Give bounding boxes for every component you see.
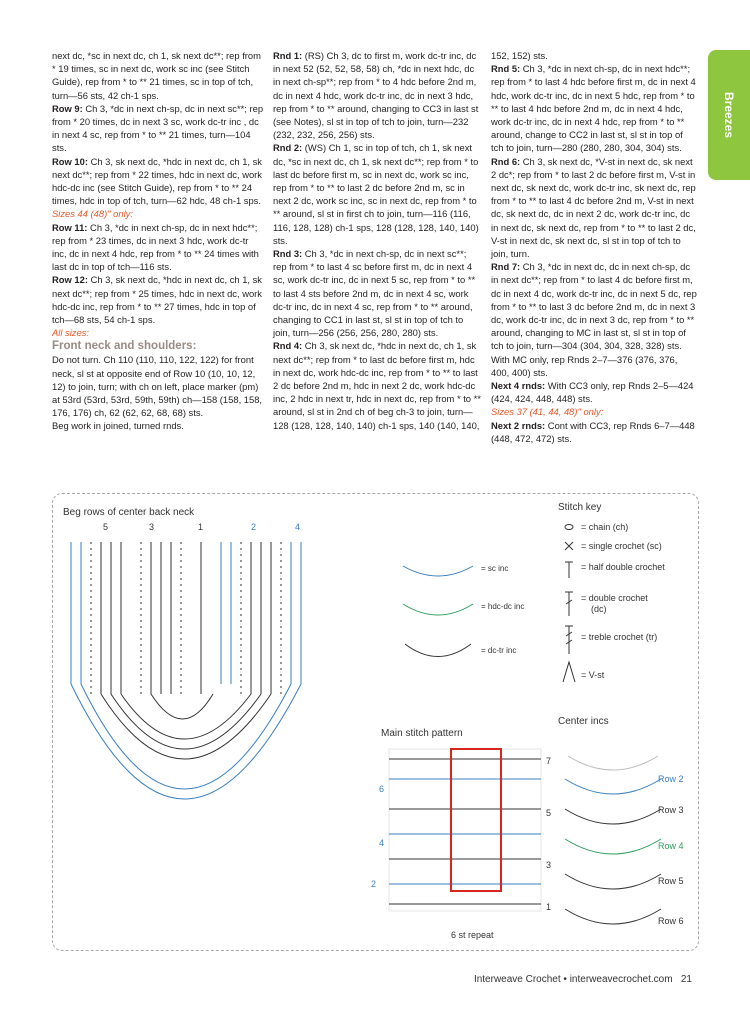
column-2 bbox=[273, 49, 481, 432]
center-incs-chart bbox=[565, 756, 661, 924]
key-v-st: = V-st bbox=[581, 670, 605, 680]
row-number: 5 bbox=[546, 808, 552, 818]
paragraph: Next 2 rnds: Cont with CC3, rep Rnds 6–7—448 (448, 472, 472) sts. bbox=[491, 419, 695, 444]
row-number: 7 bbox=[546, 756, 552, 766]
page-number: 21 bbox=[680, 974, 692, 985]
hdc-dc-inc-label: = hdc-dc inc bbox=[481, 602, 525, 611]
column-1 bbox=[52, 49, 264, 433]
paragraph: Next 4 rnds: With CC3 only, rep Rnds 2–5—424 (424, 424, 448, 448) sts. bbox=[491, 380, 694, 405]
paragraph: Rnd 3: Ch 3, *dc in next ch-sp, dc in next sc**; rep from * to last 4 sc before first m, dc in next 4 sc, work dc-tr inc, dc in next 5 sc, rep from * to ** to last 4 sts before 2nd m, dc in next 4 sc, work dc-tr inc, dc in next 4 sc, rep from * to ** around, changing to CC1 in last st, sl st in top of tch to join, turn—256 (256, 256, 280, 280) sts. bbox=[273, 248, 476, 339]
paragraph: Rnd 7: Ch 3, *dc in next dc, dc in next ch-sp, dc in next dc**; rep from * to last 4 dc before first m, dc in next 4 dc, work dc-tr inc, dc in next 5 dc, rep from * to ** to last 3 dc before 2nd m, dc in next 3 dc, work dc-tr inc, dc in next 3 dc, rep from * to ** around, changing to MC in last st, sl st in top of tch to join, turn—304 (304, 304, 328, 328) sts. bbox=[491, 261, 697, 352]
row-number: 4 bbox=[379, 838, 385, 848]
key-dc: = double crochet bbox=[581, 593, 648, 603]
sizes-note: Sizes 37 (41, 44, 48)" only: bbox=[491, 406, 604, 418]
column-3 bbox=[491, 49, 697, 445]
key-chain: = chain (ch) bbox=[581, 522, 629, 532]
row-label: Row 5 bbox=[658, 876, 684, 886]
row-number: 3 bbox=[546, 860, 552, 870]
row-number: 5 bbox=[103, 522, 109, 532]
stitch-diagram-panel bbox=[52, 493, 699, 951]
paragraph: Row 12: Ch 3, sk next dc, *hdc in next dc, ch 1, sk next dc**; rep from * 25 times, hdc in next dc, work hdc-dc inc, rep from * to ** 27 times, hdc in top of tch—68 sts, 54 ch-1 sps. bbox=[52, 274, 262, 326]
beg-rows-chart bbox=[71, 542, 301, 799]
stitch-key-title: Stitch key bbox=[558, 502, 602, 513]
row-number: 1 bbox=[198, 522, 204, 532]
paragraph: next dc, *sc in next dc, ch 1, sk next dc**; rep from * 19 times, sc in next dc, work sc inc (see Stitch Guide), rep from * to ** 21 times, sc in top of tch, turn—56 sts, 42 ch-1 sps. bbox=[52, 50, 261, 101]
row-label: Row 3 bbox=[658, 805, 684, 815]
row-number: 6 bbox=[379, 784, 385, 794]
sizes-note: All sizes: bbox=[52, 327, 89, 339]
row-number: 1 bbox=[546, 902, 552, 912]
paragraph: 152, 152) sts. bbox=[491, 50, 548, 61]
paragraph: Do not turn. Ch 110 (110, 110, 122, 122) for front neck, sl st at opposite end of Row 10 (10, 10, 12, 12) to join, turn; with ch on left, place marker (pm) at 53rd (53rd, 53rd, 59th, 59th) ch—158 (158, 158, 176, 176) ch, 62 (62, 62, 68, 68) sts. bbox=[52, 354, 263, 419]
beg-rows-title: Beg rows of center back neck bbox=[63, 507, 195, 518]
row-number: 2 bbox=[251, 522, 257, 532]
dc-tr-inc-label: = dc-tr inc bbox=[481, 646, 517, 655]
paragraph: Rnd 2: (WS) Ch 1, sc in top of tch, ch 1, sk next dc, *sc in next dc, ch 1, sk next dc**; rep from * to last dc before first m, sc in next dc, work sc inc, rep from * to ** to last 2 dc before 2nd m, sc in next 2 dc, work sc inc, sc in next dc, rep from * to ** around, sl st in first ch to join, turn—116 (116, 116, 128, 128) ch-1 sps, 128 (128, 128, 140, 140) sts. bbox=[273, 142, 479, 246]
section-tab bbox=[708, 50, 750, 180]
row-label: Row 4 bbox=[658, 841, 684, 851]
sizes-note: Sizes 44 (48)" only: bbox=[52, 208, 133, 220]
row-number: 3 bbox=[149, 522, 155, 532]
paragraph: Rnd 4: Ch 3, sk next dc, *hdc in next dc, ch 1, sk next dc**; rep from * to last dc before first m, hdc in next dc, work hdc-dc inc, rep from * to ** to last 2 dc before 2nd m, hdc in next 2 dc, work hdc-dc inc, 2 hdc in next tr, hdc in next dc, rep from * to ** around, sl st in 2nd ch of beg ch-3 to join, turn—128 (128, 128, 140, 140) ch-1 sps, 140 (140, 140, bbox=[273, 340, 481, 431]
section-tab-label: Breezes bbox=[722, 91, 736, 139]
key-hdc: = half double crochet bbox=[581, 562, 665, 572]
sc-inc-label: = sc inc bbox=[481, 564, 509, 573]
row-label: Row 2 bbox=[658, 774, 684, 784]
paragraph: Rnd 1: (RS) Ch 3, dc to first m, work dc-tr inc, dc in next 52 (52, 52, 58, 58) ch, *dc in next hdc, dc in next ch-sp**; rep from * to 4 hdc before 2nd m, dc in next 4 hdc, work dc-tr inc, dc in next 3 hdc, rep from * to ** around, changing to CC3 in last st (see Notes), sl st in top of tch to join, turn—232 (232, 232, 256, 256) sts. bbox=[273, 50, 479, 141]
key-tr: = treble crochet (tr) bbox=[581, 632, 658, 642]
key-dc-abbr: (dc) bbox=[591, 604, 607, 614]
paragraph: Beg work in joined, turned rnds. bbox=[52, 420, 184, 432]
page-footer bbox=[474, 974, 692, 985]
repeat-label: 6 st repeat bbox=[451, 930, 494, 940]
paragraph: Row 9: Ch 3, *dc in next ch-sp, dc in next sc**; rep from * 20 times, dc in next 3 sc, work dc-tr inc , dc in next 4 sc, rep from * to ** 21 times, turn—104 sts. bbox=[52, 102, 264, 154]
center-incs-title: Center incs bbox=[558, 716, 609, 727]
paragraph: With MC only, rep Rnds 2–7—376 (376, 376, 400, 400) sts. bbox=[491, 353, 678, 378]
inc-symbols bbox=[403, 566, 473, 657]
paragraph: Row 11: Ch 3, *dc in next ch-sp, dc in next hdc**; rep from * 23 times, dc in next 3 hdc, work dc-tr inc, dc in next 4 hdc, rep from * to ** 24 times with last dc in top of tch—116 sts. bbox=[52, 221, 259, 273]
footer-text: Interweave Crochet • interweavecrochet.com bbox=[473, 974, 673, 985]
paragraph: Rnd 6: Ch 3, sk next dc, *V-st in next dc, sk next 2 dc*; rep from * to last 2 dc before first m, V-st in next dc, sk next dc, work dc-tr inc, sk next dc, rep from * to ** to last 4 dc before 2nd m, V-st in next dc, sk next dc, dc in next 2 dc, work dc-tr inc, dc in next dc, sk next dc, rep from * to ** to last 2 dc, V-st in next dc, sk next dc, sl st in top of tch to join, turn. bbox=[491, 155, 696, 260]
paragraph: Rnd 5: Ch 3, *dc in next ch-sp, dc in next hdc**; rep from * to last 4 hdc before first m, dc in next 4 hdc, work dc-tr inc, dc in next 5 hdc, rep from * to ** to last 4 hdc before 2nd m, dc in next 4 hdc, work dc-tr inc, dc in next 4 hdc, rep from * to ** around, change to CC2 in last st, sl st in top of tch to join, turn—280 (280, 280, 304, 304) sts. bbox=[491, 63, 696, 154]
row-number: 2 bbox=[371, 879, 377, 889]
main-pattern-title: Main stitch pattern bbox=[381, 728, 463, 739]
row-number: 4 bbox=[295, 522, 301, 532]
key-sc: = single crochet (sc) bbox=[581, 541, 662, 551]
section-heading: Front neck and shoulders: bbox=[52, 340, 197, 353]
main-stitch-pattern bbox=[389, 749, 541, 911]
row-label: Row 6 bbox=[658, 916, 684, 926]
stitch-key-symbols bbox=[563, 525, 575, 683]
paragraph: Row 10: Ch 3, sk next dc, *hdc in next dc, ch 1, sk next dc**; rep from * 22 times, hdc in next dc, work hdc-dc inc (see Stitch Guide), rep from * to ** 24 times, hdc in top of tch, turn—62 hdc, 48 ch-1 sps. bbox=[52, 155, 262, 207]
